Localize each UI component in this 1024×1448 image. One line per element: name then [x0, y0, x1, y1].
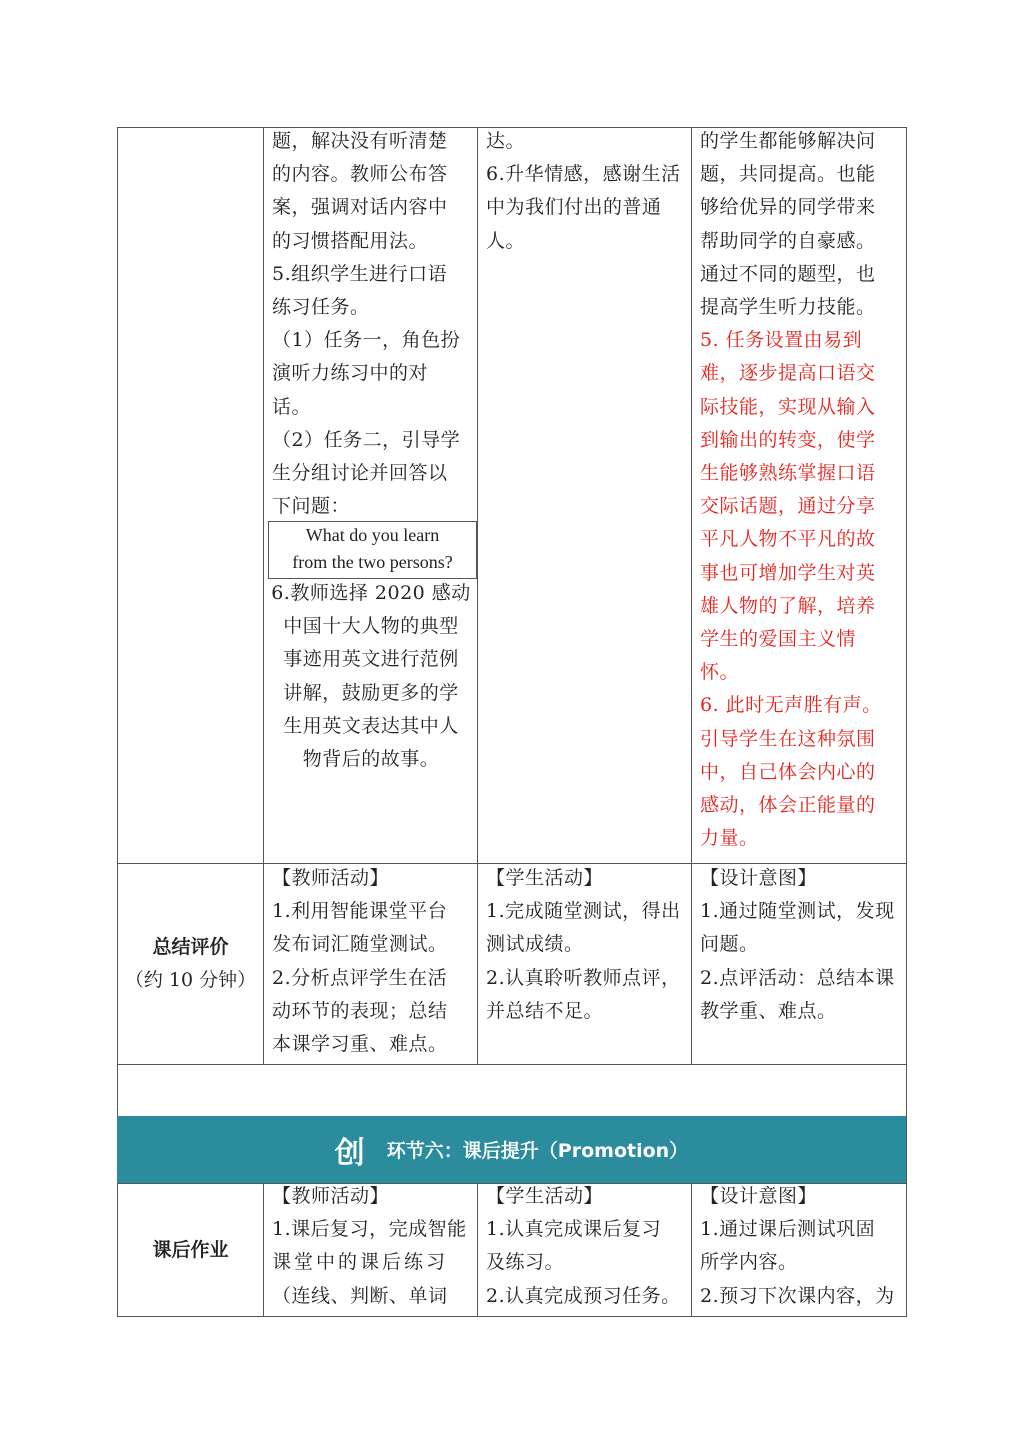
banner-icon-char: 创: [334, 1135, 365, 1171]
red-text-line: 难，逐步提高口语交: [700, 362, 876, 385]
text-line: 演听力练习中的对: [272, 362, 429, 385]
text-line: 中国十大人物的典型: [283, 615, 459, 638]
column-divider-2: [477, 127, 478, 1064]
text-line: 够给优异的同学带来: [700, 196, 876, 219]
column-divider-3: [691, 127, 692, 1064]
text-line: 下问题：: [272, 495, 351, 518]
text-line: 帮助同学的自豪感。: [700, 229, 876, 252]
summary-teacher-cell: [272, 862, 476, 1061]
text-line: 1.利用智能课堂平台: [272, 900, 448, 923]
text-line: （1）任务一，角色扮: [272, 329, 461, 352]
text-line: （连线、判断、单词: [272, 1284, 448, 1307]
section-banner: [117, 1116, 906, 1183]
text-line: 话。: [272, 395, 312, 418]
red-text-line: 怀。: [700, 661, 740, 684]
text-line: 1.通过课后测试巩固: [700, 1218, 876, 1241]
text-line: 问题。: [700, 933, 759, 956]
text-line: 【教师活动】: [272, 867, 390, 889]
text-line: 【学生活动】: [486, 1185, 604, 1207]
red-text-line: 5. 任务设置由易到: [700, 329, 863, 352]
red-text-line: 平凡人物不平凡的故: [700, 528, 876, 551]
text-line: 生用英文表达其中人: [283, 714, 459, 737]
column-divider-3b: [691, 1183, 692, 1317]
table-border-right: [906, 127, 907, 1317]
homework-teacher-cell: [272, 1180, 476, 1313]
column-divider-1b: [263, 1183, 264, 1317]
text-line: 及练习。: [486, 1251, 565, 1274]
column-divider-2b: [477, 1183, 478, 1317]
text-line: 2.预习下次课内容，为: [700, 1284, 895, 1307]
homework-student-cell: [486, 1180, 690, 1313]
question-line: from the two persons?: [292, 552, 453, 572]
text-line: 2.点评活动：总结本课: [700, 966, 895, 989]
text-line: 2.认真聆听教师点评，: [486, 966, 681, 989]
red-text-line: 学生的爱国主义情: [700, 628, 857, 651]
text-line: 5.组织学生进行口语: [272, 262, 448, 285]
table-bottom-border: [117, 1316, 907, 1317]
text-line: 测试成绩。: [486, 933, 584, 956]
red-text-line: 事也可增加学生对英: [700, 561, 876, 584]
text-line: 1.完成随堂测试，得出: [486, 900, 681, 923]
red-text-line: 际技能，实现从输入: [700, 395, 876, 418]
text-line: 的习惯搭配用法。: [272, 229, 429, 252]
text-line: 【设计意图】: [700, 867, 818, 889]
red-text-line: 6. 此时无声胜有声。: [700, 694, 882, 717]
question-box: [268, 521, 477, 579]
text-line: 人。: [486, 229, 526, 252]
text-line: 题，解决没有听清楚: [272, 130, 448, 152]
text-line: 生分组讨论并回答以: [272, 462, 448, 485]
text-line: 达。: [486, 130, 526, 152]
red-text-line: 生能够熟练掌握口语: [700, 462, 876, 485]
text-line: 通过不同的题型，也: [700, 262, 876, 285]
text-line: 6.教师选择 2020 感动: [271, 582, 471, 604]
text-line: 讲解，鼓励更多的学: [283, 681, 459, 704]
text-line: 的学生都能够解决问: [700, 130, 876, 152]
summary-student-cell: [486, 862, 690, 1028]
column-divider-1: [263, 127, 264, 1064]
continued-teacher-cell-after: [266, 577, 476, 776]
red-text-line: 雄人物的了解，培养: [700, 594, 876, 617]
homework-label: 课后作业: [152, 1239, 229, 1261]
red-text-line: 到输出的转变，使学: [700, 428, 876, 451]
text-line: 【教师活动】: [272, 1185, 390, 1207]
text-line: 6.升华情感，感谢生活: [486, 163, 681, 186]
question-line: What do you learn: [305, 525, 440, 545]
text-line: 发布词汇随堂测试。: [272, 933, 448, 956]
text-line: 课堂中的课后练习: [272, 1251, 449, 1274]
continued-design-cell: [700, 125, 905, 855]
text-line: 的内容。教师公布答: [272, 163, 448, 186]
red-text-line: 中，自己体会内心的: [700, 760, 876, 783]
text-line: 并总结不足。: [486, 999, 604, 1022]
text-line: 物背后的故事。: [302, 748, 440, 771]
text-line: 1.课后复习，完成智能: [272, 1218, 467, 1241]
red-text-line: 感动，体会正能量的: [700, 794, 876, 817]
row-divider-empty: [117, 1064, 907, 1065]
text-line: 事迹用英文进行范例: [283, 648, 459, 671]
homework-design-cell: [700, 1180, 905, 1313]
text-line: 动环节的表现；总结: [272, 999, 448, 1022]
text-line: 案，强调对话内容中: [272, 196, 448, 219]
text-line: 2.分析点评学生在活: [272, 966, 448, 989]
text-line: 提高学生听力技能。: [700, 296, 876, 319]
text-line: 所学内容。: [700, 1251, 798, 1274]
red-text-line: 引导学生在这种氛围: [700, 727, 876, 750]
text-line: 1.认真完成课后复习: [486, 1218, 662, 1241]
red-text-line: 交际话题，通过分享: [700, 495, 876, 518]
text-line: 1.通过随堂测试，发现: [700, 900, 895, 923]
continued-student-cell: [486, 125, 690, 258]
red-text-line: 力量。: [700, 827, 759, 850]
banner-title: 环节六：课后提升（Promotion）: [386, 1140, 689, 1162]
text-line: 题，共同提高。也能: [700, 163, 876, 186]
summary-design-cell: [700, 862, 905, 1028]
text-line: 练习任务。: [272, 296, 370, 319]
text-line: 教学重、难点。: [700, 999, 837, 1022]
continued-teacher-cell: [272, 125, 476, 523]
text-line: （2）任务二，引导学: [272, 428, 461, 451]
text-line: 中为我们付出的普通: [486, 196, 662, 219]
text-line: 2.认真完成预习任务。: [486, 1284, 681, 1307]
summary-label: 总结评价: [152, 936, 229, 958]
text-line: 【学生活动】: [486, 867, 604, 889]
text-line: 【设计意图】: [700, 1185, 818, 1207]
text-line: 本课学习重、难点。: [272, 1033, 448, 1056]
summary-duration: （约 10 分钟）: [124, 969, 257, 991]
